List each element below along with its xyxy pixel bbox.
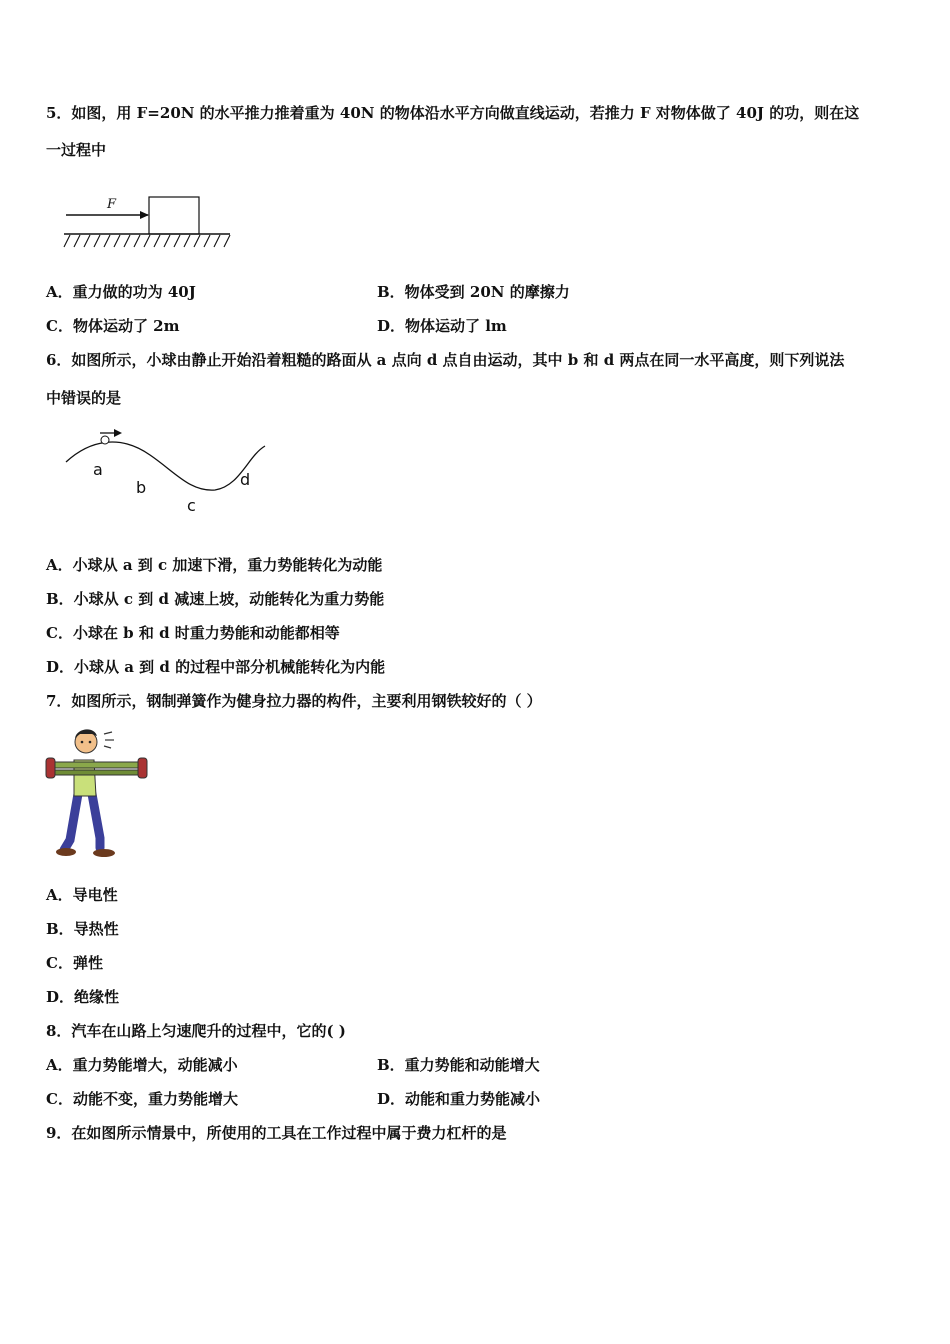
force-label: F [107,197,117,212]
q7-option-c: C．弹性 [46,954,103,972]
q8-option-b: B．重力势能和动能增大 [377,1056,540,1074]
q9-stem: 9．在如图所示情景中，所使用的工具在工作过程中属于费力杠杆的是 [46,1124,507,1142]
ground-hatching [64,235,230,247]
point-b-label: b [136,478,147,497]
q6-stem-line1: 6．如图所示，小球由静止开始沿着粗糙的路面从 a 点向 d 点自由运动，其中 b 和 d 两点在同一水平高度，则下列说法 [46,351,845,369]
q7-option-b: B．导热性 [46,920,119,938]
q7-option-a: A．导电性 [46,886,118,904]
q5-stem-line2: 一过程中 [46,141,107,159]
q8-stem: 8．汽车在山路上匀速爬升的过程中，它的( ) [46,1022,346,1040]
point-a-label: a [93,460,103,479]
q5-force-block-figure [60,190,236,252]
q8-option-d: D．动能和重力势能减小 [377,1090,541,1108]
ball [101,436,109,444]
q8-option-a: A．重力势能增大，动能减小 [46,1056,238,1074]
q6-stem-line2: 中错误的是 [46,389,122,407]
q6-option-a: A．小球从 a 到 c 加速下滑，重力势能转化为动能 [46,556,383,574]
q7-stem: 7．如图所示，钢制弹簧作为健身拉力器的构件，主要利用钢铁较好的（ ） [46,692,542,710]
block [149,197,199,234]
q6-option-c: C．小球在 b 和 d 时重力势能和动能都相等 [46,624,340,642]
q5-stem-line1: 5．如图，用 F=20N 的水平推力推着重为 40N 的物体沿水平方向做直线运动，若推力 F 对物体做了 40J 的功，则在这 [46,104,860,122]
q5-option-b: B．物体受到 20N 的摩擦力 [377,283,570,301]
q8-option-c: C．动能不变，重力势能增大 [46,1090,238,1108]
point-c-label: c [187,496,196,515]
q6-wavy-road-figure [60,420,272,520]
q7-option-d: D．绝缘性 [46,988,120,1006]
q5-option-c: C．物体运动了 2m [46,317,180,335]
q7-chest-expander-figure [44,722,154,862]
q6-option-d: D．小球从 a 到 d 的过程中部分机械能转化为内能 [46,658,386,676]
q5-option-d: D．物体运动了 lm [377,317,507,335]
q6-option-b: B．小球从 c 到 d 减速上坡，动能转化为重力势能 [46,590,385,608]
q5-option-a: A．重力做的功为 40J [46,283,196,301]
point-d-label: d [240,470,251,489]
